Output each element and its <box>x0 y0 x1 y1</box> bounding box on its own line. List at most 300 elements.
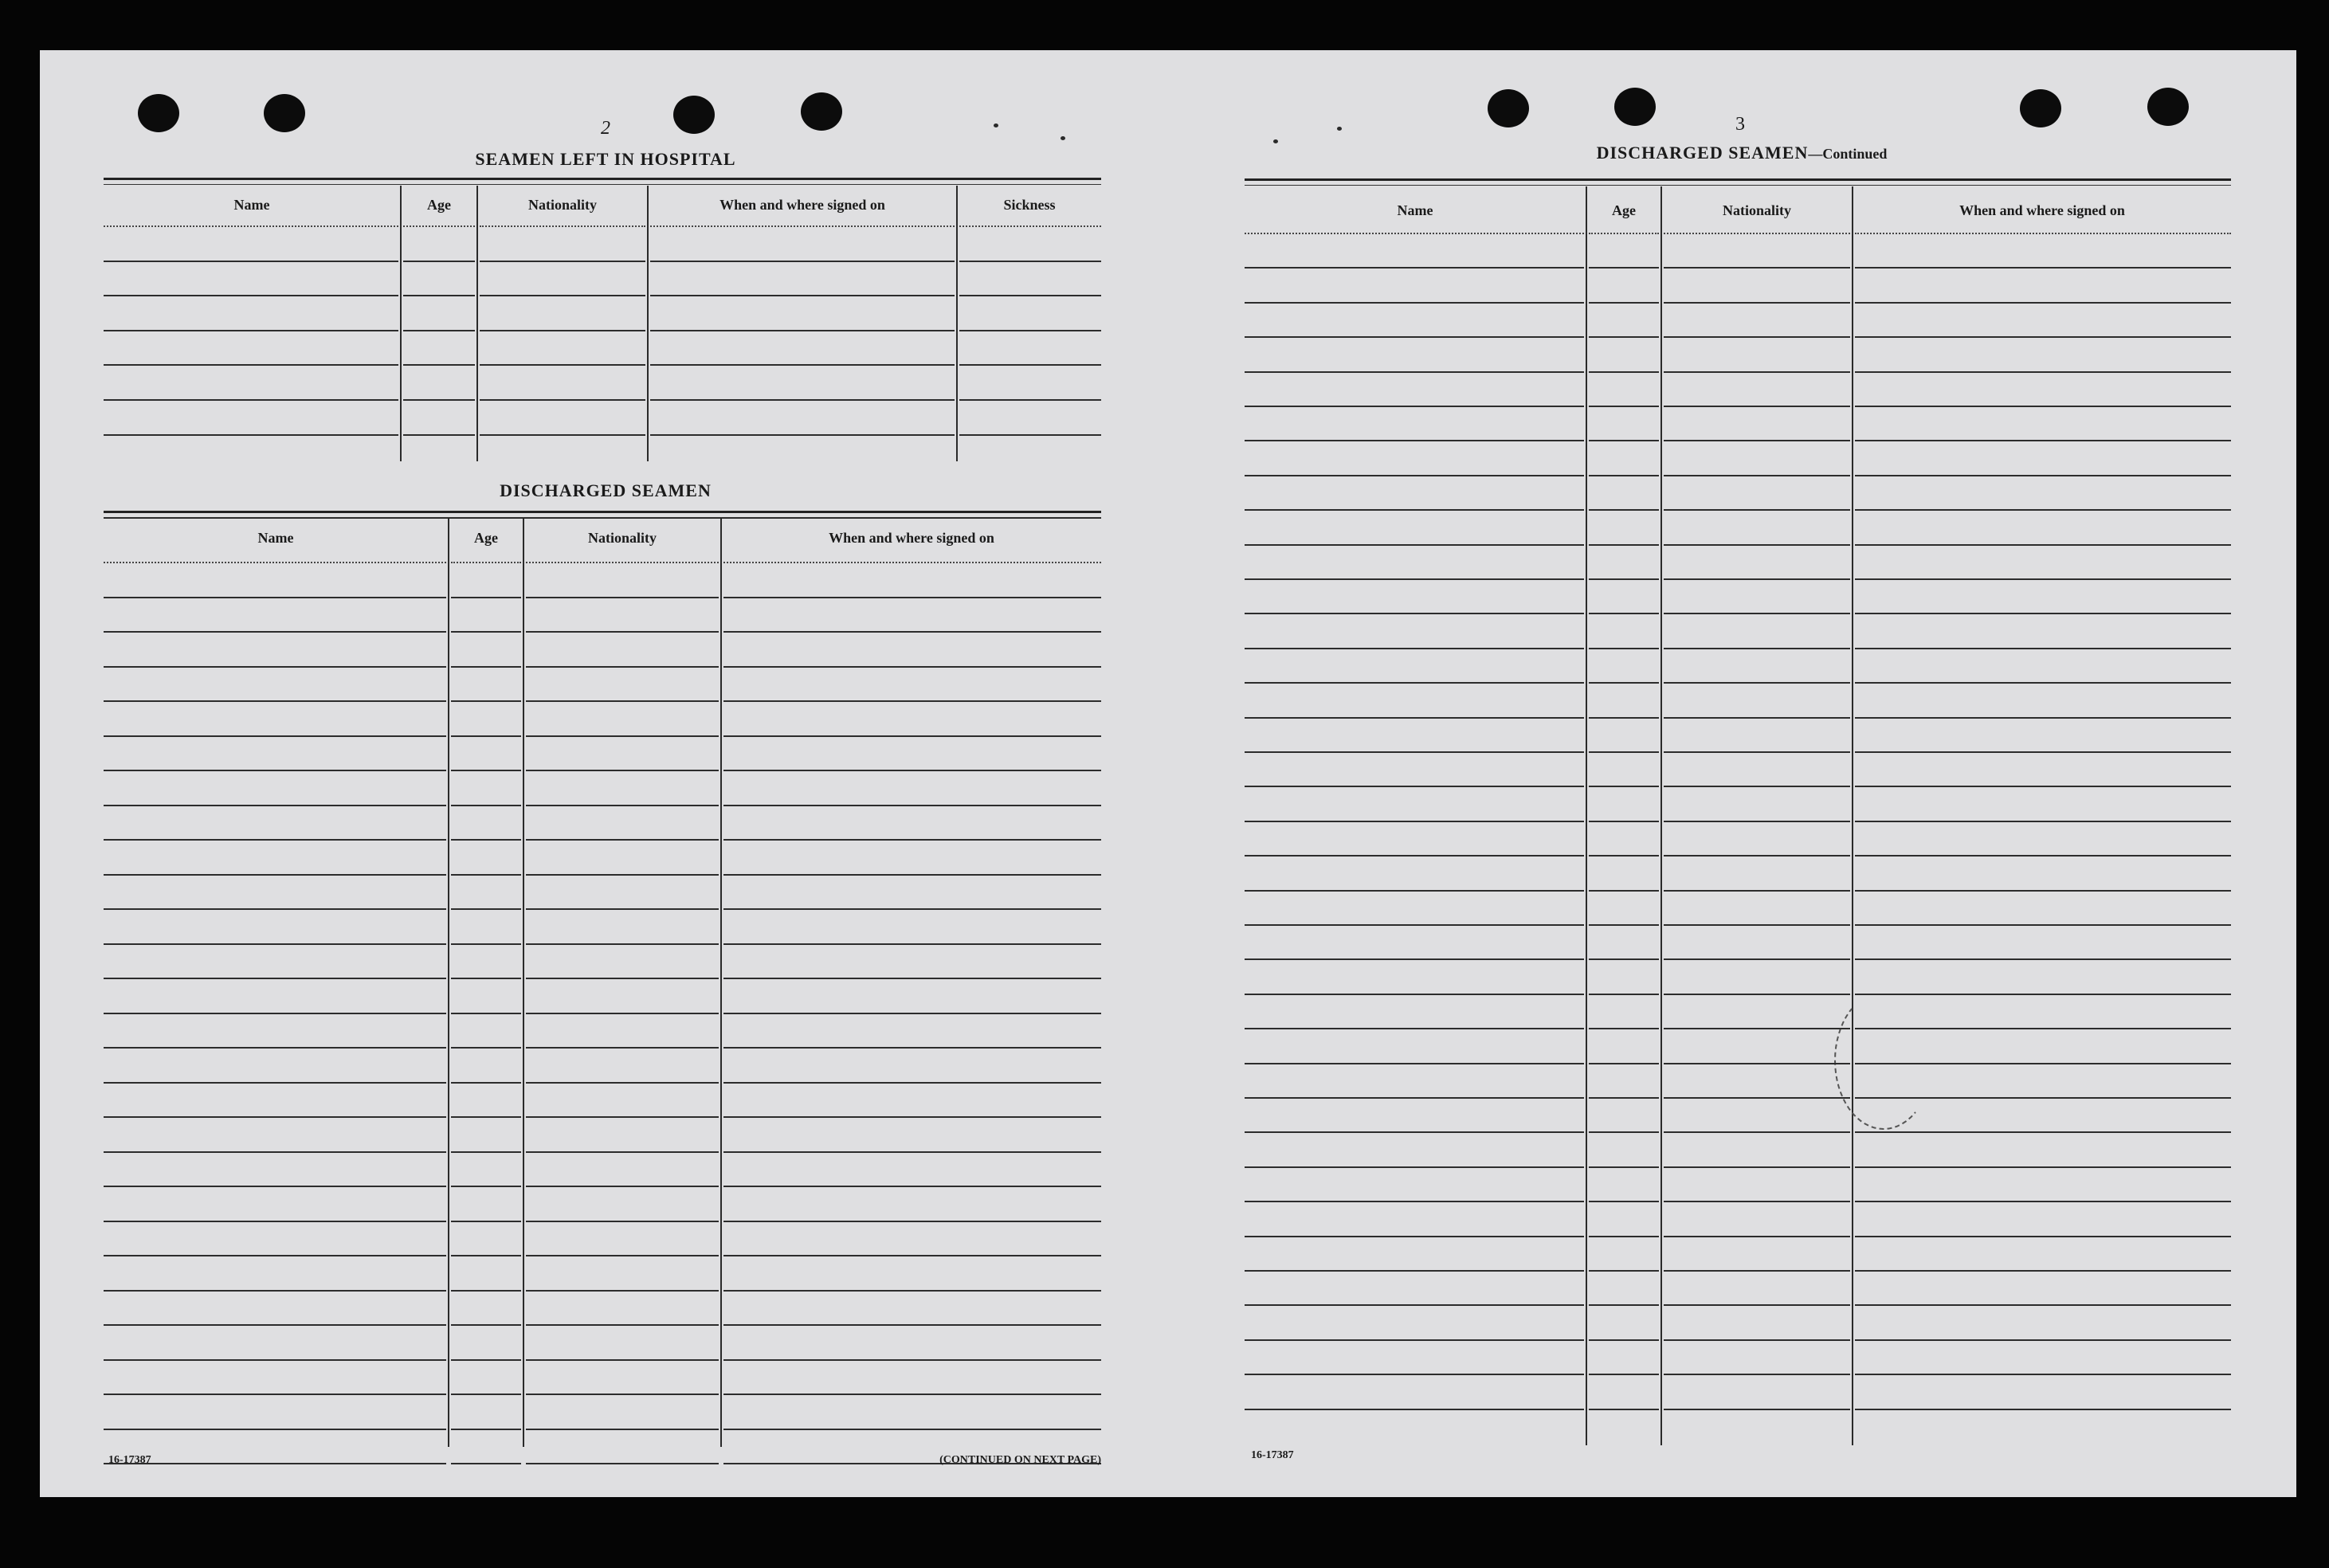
ruled-line <box>1245 1339 1584 1341</box>
ruled-line <box>1664 1028 1850 1029</box>
ruled-line <box>650 295 955 296</box>
ruled-line <box>1589 821 1659 822</box>
ruled-line <box>104 261 398 262</box>
ruled-line <box>723 700 1101 702</box>
ruled-line <box>1245 1304 1584 1306</box>
column-header-signed-on: When and where signed on <box>829 529 994 546</box>
ruled-line <box>1245 1063 1584 1064</box>
ruled-line <box>723 943 1101 945</box>
column-separator <box>647 186 649 461</box>
ink-stain <box>1834 991 1933 1130</box>
ruled-line <box>1245 648 1584 649</box>
ruled-line <box>1664 336 1850 338</box>
page-number: 3 <box>1735 114 1745 135</box>
ruled-line <box>1245 717 1584 719</box>
ruled-line <box>1589 751 1659 753</box>
ruled-line <box>104 1186 446 1187</box>
ruled-line <box>104 399 398 401</box>
ruled-line <box>1664 613 1850 614</box>
ruled-line <box>1664 233 1850 234</box>
ruled-line <box>104 805 446 806</box>
ruled-line <box>1855 1131 2231 1133</box>
ruled-line <box>1589 1304 1659 1306</box>
ruled-line <box>526 1394 719 1395</box>
ruled-line <box>1855 786 2231 787</box>
ruled-line <box>723 735 1101 737</box>
ruled-line <box>1589 1131 1659 1133</box>
column-header-name: Name <box>257 529 294 546</box>
column-header-age: Age <box>474 529 498 546</box>
ruled-line <box>1589 267 1659 269</box>
ruled-line <box>1245 958 1584 960</box>
ruled-line <box>403 434 475 436</box>
ruled-line <box>1855 613 2231 614</box>
ruled-line <box>1245 302 1584 304</box>
ruled-line <box>526 700 719 702</box>
column-separator <box>448 519 449 1447</box>
ruled-line <box>723 1255 1101 1256</box>
column-header-nationality: Nationality <box>527 196 597 213</box>
ruled-line <box>1664 1374 1850 1375</box>
ruled-line <box>1664 994 1850 995</box>
ruled-line <box>723 597 1101 598</box>
ruled-line <box>1589 1270 1659 1272</box>
ruled-line <box>104 295 398 296</box>
ruled-line <box>1855 717 2231 719</box>
ruled-line <box>1664 786 1850 787</box>
ruled-line <box>1664 440 1850 441</box>
ruled-line <box>1664 717 1850 719</box>
ruled-line <box>104 874 446 876</box>
ruled-line <box>451 562 521 563</box>
ruled-line <box>1589 648 1659 649</box>
ruled-line <box>104 735 446 737</box>
ruled-line <box>650 330 955 331</box>
ruled-line <box>451 1290 521 1292</box>
ruled-line <box>723 978 1101 979</box>
ruled-line <box>104 1151 446 1153</box>
ruled-line <box>104 562 446 563</box>
ruled-line <box>723 1013 1101 1014</box>
ruled-line <box>526 1255 719 1256</box>
ruled-line <box>451 978 521 979</box>
ruled-line <box>1245 821 1584 822</box>
ruled-line <box>723 1151 1101 1153</box>
ruled-line <box>1855 406 2231 407</box>
ruled-line <box>1589 682 1659 684</box>
ruled-line <box>104 700 446 702</box>
ruled-line <box>1664 648 1850 649</box>
ruled-line <box>104 1221 446 1222</box>
ruled-line <box>104 330 398 331</box>
ruled-line <box>1245 544 1584 546</box>
column-header-nationality: Nationality <box>587 529 657 546</box>
ruled-line <box>1855 1409 2231 1410</box>
ruled-line <box>723 1429 1101 1430</box>
ruled-line <box>1664 751 1850 753</box>
ruled-line <box>1664 475 1850 476</box>
ruled-line <box>1664 1201 1850 1202</box>
ruled-line <box>480 295 645 296</box>
ruled-line <box>1589 509 1659 511</box>
ruled-line <box>723 839 1101 841</box>
ruled-line <box>723 1394 1101 1395</box>
ruled-line <box>723 1047 1101 1049</box>
ruled-line <box>451 770 521 771</box>
ruled-line <box>1855 1063 2231 1064</box>
ruled-line <box>451 597 521 598</box>
table-top-rule <box>104 184 1101 185</box>
hospital-table <box>104 178 1101 519</box>
ruled-line <box>480 261 645 262</box>
ruled-line <box>1245 1166 1584 1168</box>
table-top-rule <box>1245 185 2231 186</box>
ruled-line <box>1589 578 1659 580</box>
ruled-line <box>1664 821 1850 822</box>
column-separator <box>400 186 402 461</box>
ruled-line <box>723 805 1101 806</box>
ruled-line <box>526 770 719 771</box>
continued-note: (CONTINUED ON NEXT PAGE) <box>939 1454 1101 1466</box>
ruled-line <box>526 1463 719 1464</box>
ruled-line <box>526 1013 719 1014</box>
ruled-line <box>526 562 719 563</box>
ruled-line <box>104 1082 446 1084</box>
ruled-line <box>480 434 645 436</box>
ruled-line <box>451 908 521 910</box>
ruled-line <box>451 1151 521 1153</box>
ruled-line <box>1589 371 1659 373</box>
ruled-line <box>959 434 1101 436</box>
ruled-line <box>403 261 475 262</box>
ruled-line <box>1589 440 1659 441</box>
column-header-nationality: Nationality <box>1722 202 1791 218</box>
ruled-line <box>1589 544 1659 546</box>
ruled-line <box>723 770 1101 771</box>
table-top-rule <box>104 517 1101 518</box>
ruled-line <box>723 1186 1101 1187</box>
page-number: 2 <box>601 118 610 139</box>
ruled-line <box>1245 509 1584 511</box>
ruled-line <box>1245 855 1584 857</box>
ruled-line <box>1664 1097 1850 1099</box>
ruled-line <box>403 225 475 227</box>
ruled-line <box>1589 890 1659 892</box>
ruled-line <box>1855 821 2231 822</box>
ruled-line <box>1855 544 2231 546</box>
column-header-signed-on: When and where signed on <box>1959 202 2125 218</box>
ruled-line <box>1589 855 1659 857</box>
ruled-line <box>1664 1270 1850 1272</box>
ruled-line <box>104 666 446 668</box>
ruled-line <box>1245 1201 1584 1202</box>
ruled-line <box>480 225 645 227</box>
ruled-line <box>1589 336 1659 338</box>
ruled-line <box>1589 1236 1659 1237</box>
column-header-signed-on: When and where signed on <box>719 196 885 213</box>
ruled-line <box>723 1116 1101 1118</box>
ruled-line <box>1589 1028 1659 1029</box>
ruled-line <box>650 364 955 366</box>
column-header-name: Name <box>1397 202 1433 218</box>
ruled-line <box>104 943 446 945</box>
column-separator <box>1586 186 1587 1445</box>
ruled-line <box>1245 475 1584 476</box>
ruled-line <box>1855 682 2231 684</box>
ruled-line <box>403 364 475 366</box>
ruled-line <box>723 1290 1101 1292</box>
ruled-line <box>1245 786 1584 787</box>
ruled-line <box>451 1221 521 1222</box>
ruled-line <box>403 330 475 331</box>
ruled-line <box>1245 1374 1584 1375</box>
ruled-line <box>526 1082 719 1084</box>
discharged-continued-table <box>1245 178 2231 1453</box>
ruled-line <box>1664 544 1850 546</box>
ruled-line <box>1589 406 1659 407</box>
ruled-line <box>1245 371 1584 373</box>
form-number: 16-17387 <box>108 1454 151 1466</box>
ruled-line <box>1664 406 1850 407</box>
ruled-line <box>403 399 475 401</box>
ruled-line <box>1589 1374 1659 1375</box>
ruled-line <box>526 1290 719 1292</box>
ruled-line <box>1664 1236 1850 1237</box>
ruled-line <box>723 562 1101 563</box>
column-separator <box>476 186 478 461</box>
ruled-line <box>1245 440 1584 441</box>
ruled-line <box>480 364 645 366</box>
ruled-line <box>104 631 446 633</box>
ruled-line <box>451 1394 521 1395</box>
table-top-rule <box>104 178 1101 180</box>
ruled-line <box>959 330 1101 331</box>
ruled-line <box>1664 1304 1850 1306</box>
ruled-line <box>104 1429 446 1430</box>
ruled-line <box>451 1359 521 1361</box>
ruled-line <box>1855 1236 2231 1237</box>
title-suffix: —Continued <box>1808 146 1888 162</box>
ruled-line <box>1589 302 1659 304</box>
column-header-age: Age <box>1612 202 1636 218</box>
ruled-line <box>526 1324 719 1326</box>
ruled-line <box>104 597 446 598</box>
ruled-line <box>104 978 446 979</box>
ruled-line <box>526 1047 719 1049</box>
ruled-line <box>526 943 719 945</box>
ruled-line <box>526 735 719 737</box>
ruled-line <box>1855 1028 2231 1029</box>
ruled-line <box>451 1255 521 1256</box>
ruled-line <box>959 399 1101 401</box>
ruled-line <box>526 908 719 910</box>
ruled-line <box>1855 267 2231 269</box>
ruled-line <box>1664 267 1850 269</box>
ruled-line <box>1589 924 1659 926</box>
discharged-continued-title <box>1471 143 2013 163</box>
ruled-line <box>451 1324 521 1326</box>
ruled-line <box>723 1324 1101 1326</box>
ruled-line <box>526 839 719 841</box>
ruled-line <box>1855 509 2231 511</box>
ruled-line <box>1664 855 1850 857</box>
ruled-line <box>1855 336 2231 338</box>
table-top-rule <box>104 511 1101 513</box>
ruled-line <box>451 1186 521 1187</box>
ruled-line <box>451 631 521 633</box>
ruled-line <box>451 943 521 945</box>
ruled-line <box>1245 1131 1584 1133</box>
ruled-line <box>104 1324 446 1326</box>
ruled-line <box>1855 475 2231 476</box>
column-header-name: Name <box>233 196 270 213</box>
ruled-line <box>1589 958 1659 960</box>
ruled-line <box>526 1429 719 1430</box>
ruled-line <box>1664 1131 1850 1133</box>
ruled-line <box>1589 1166 1659 1168</box>
ruled-line <box>526 1151 719 1153</box>
ruled-line <box>1245 890 1584 892</box>
ruled-line <box>104 1255 446 1256</box>
ruled-line <box>1855 440 2231 441</box>
ruled-line <box>1245 267 1584 269</box>
ruled-line <box>723 1359 1101 1361</box>
ruled-line <box>403 295 475 296</box>
ruled-line <box>650 225 955 227</box>
column-separator <box>956 186 958 461</box>
ruled-line <box>650 399 955 401</box>
table-top-rule <box>1245 178 2231 181</box>
ruled-line <box>1589 1097 1659 1099</box>
ruled-line <box>1245 336 1584 338</box>
column-separator <box>1852 186 1853 1445</box>
ruled-line <box>959 364 1101 366</box>
ruled-line <box>451 839 521 841</box>
ruled-line <box>1855 958 2231 960</box>
ruled-line <box>104 1290 446 1292</box>
ruled-line <box>451 805 521 806</box>
ruled-line <box>104 770 446 771</box>
ruled-line <box>1245 751 1584 753</box>
ruled-line <box>723 874 1101 876</box>
ruled-line <box>1855 855 2231 857</box>
right-page <box>1168 50 2296 1497</box>
ruled-line <box>1855 751 2231 753</box>
column-separator <box>1660 186 1662 1445</box>
ruled-line <box>1664 371 1850 373</box>
ruled-line <box>1589 994 1659 995</box>
ruled-line <box>104 1013 446 1014</box>
ruled-line <box>1855 578 2231 580</box>
ruled-line <box>104 225 398 227</box>
ruled-line <box>1855 1374 2231 1375</box>
ruled-line <box>1664 302 1850 304</box>
ruled-line <box>1589 1201 1659 1202</box>
ruled-line <box>104 908 446 910</box>
ruled-line <box>650 261 955 262</box>
ruled-line <box>104 839 446 841</box>
ruled-line <box>1245 1409 1584 1410</box>
ruled-line <box>1664 578 1850 580</box>
ruled-line <box>959 225 1101 227</box>
ruled-line <box>1245 994 1584 995</box>
ruled-line <box>1664 1063 1850 1064</box>
ruled-line <box>723 1221 1101 1222</box>
left-page <box>40 50 1168 1497</box>
ruled-line <box>1589 613 1659 614</box>
ruled-line <box>451 1116 521 1118</box>
ruled-line <box>104 434 398 436</box>
ruled-line <box>1855 648 2231 649</box>
column-header-sickness: Sickness <box>1003 196 1056 213</box>
ruled-line <box>104 364 398 366</box>
ruled-line <box>723 908 1101 910</box>
ruled-line <box>526 805 719 806</box>
column-header-age: Age <box>427 196 451 213</box>
ruled-line <box>1855 371 2231 373</box>
ruled-line <box>1245 682 1584 684</box>
ruled-line <box>526 1186 719 1187</box>
ruled-line <box>1855 1339 2231 1341</box>
ruled-line <box>526 1221 719 1222</box>
column-separator <box>523 519 524 1447</box>
ruled-line <box>1664 682 1850 684</box>
ruled-line <box>650 434 955 436</box>
ruled-line <box>1855 924 2231 926</box>
ruled-line <box>1855 1201 2231 1202</box>
ruled-line <box>451 666 521 668</box>
ruled-line <box>1589 1339 1659 1341</box>
ruled-line <box>1589 717 1659 719</box>
ruled-line <box>526 874 719 876</box>
ruled-line <box>1855 233 2231 234</box>
ruled-line <box>1664 890 1850 892</box>
ruled-line <box>1855 1270 2231 1272</box>
ruled-line <box>723 666 1101 668</box>
ruled-line <box>451 735 521 737</box>
ruled-line <box>1245 1236 1584 1237</box>
ruled-line <box>1855 302 2231 304</box>
ruled-line <box>1855 1166 2231 1168</box>
ruled-line <box>1589 475 1659 476</box>
ruled-line <box>1664 924 1850 926</box>
ruled-line <box>104 1394 446 1395</box>
ruled-line <box>1245 406 1584 407</box>
ruled-line <box>104 1047 446 1049</box>
ruled-line <box>526 666 719 668</box>
ruled-line <box>723 1082 1101 1084</box>
ruled-line <box>1245 1097 1584 1099</box>
ruled-line <box>1589 1063 1659 1064</box>
discharged-section-title: DISCHARGED SEAMEN <box>500 480 712 500</box>
ruled-line <box>451 1047 521 1049</box>
ruled-line <box>451 1463 521 1464</box>
ruled-line <box>451 700 521 702</box>
ruled-line <box>959 261 1101 262</box>
ruled-line <box>104 1359 446 1361</box>
scanned-form-sheet <box>40 50 2296 1497</box>
ruled-line <box>451 874 521 876</box>
ruled-line <box>480 399 645 401</box>
ruled-line <box>1589 786 1659 787</box>
ruled-line <box>959 295 1101 296</box>
ruled-line <box>723 631 1101 633</box>
ruled-line <box>1245 233 1584 234</box>
ruled-line <box>526 631 719 633</box>
ruled-line <box>1589 1409 1659 1410</box>
hospital-section-title: SEAMEN LEFT IN HOSPITAL <box>475 149 736 169</box>
ruled-line <box>1245 924 1584 926</box>
